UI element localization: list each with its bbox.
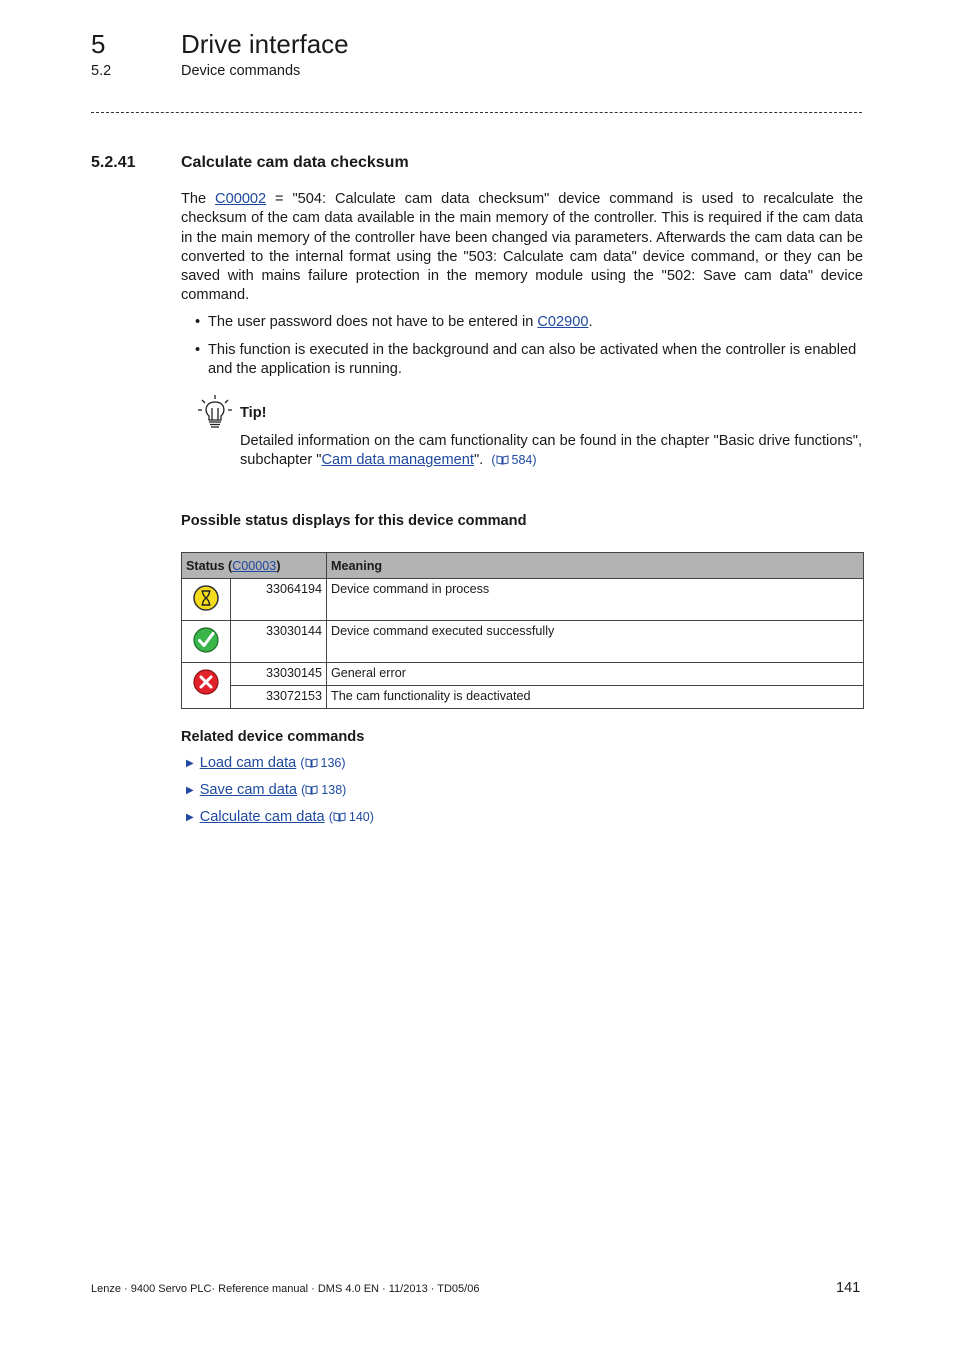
lightbulb-icon — [197, 394, 233, 430]
status-meaning: Device command executed successfully — [327, 621, 864, 663]
error-x-icon — [193, 669, 219, 695]
related-link[interactable]: Load cam data — [199, 755, 297, 771]
subsection-title: Calculate cam data checksum — [181, 154, 409, 171]
related-link[interactable]: Save cam data — [199, 782, 298, 798]
book-icon — [496, 455, 509, 465]
footer-text: Lenze · 9400 Servo PLC· Reference manual · DMS 4.0 EN · 11/2013 · TD05/06 — [91, 1283, 480, 1295]
link-c02900[interactable]: C02900 — [537, 314, 589, 330]
arrow-right-icon: ▶ — [186, 812, 194, 823]
bullet-text-end: . — [588, 314, 593, 330]
status-code: 33064194 — [231, 579, 327, 621]
column-header-status: Status (C00003) — [182, 553, 327, 579]
intro-text-pre: The — [181, 191, 216, 207]
table-row — [182, 686, 864, 709]
section-title: Device commands — [181, 63, 301, 79]
page-reference[interactable]: ( 140) — [328, 810, 374, 824]
page-reference[interactable]: ( 138) — [301, 783, 347, 797]
table-row — [182, 663, 864, 686]
status-code: 33030144 — [231, 621, 327, 663]
link-c00002[interactable]: C00002 — [215, 191, 267, 207]
bullet-dot: • — [195, 342, 201, 358]
link-cam-data-management[interactable]: Cam data management — [321, 452, 474, 469]
status-meaning: General error — [327, 663, 864, 686]
link-c00003[interactable]: C00003 — [232, 558, 277, 573]
related-item-calculate-cam-data[interactable] — [186, 809, 374, 825]
table-header-row — [182, 553, 864, 579]
status-code: 33030145 — [231, 663, 327, 686]
bullet-text: The user password does not have to be entered in — [208, 314, 538, 330]
book-icon — [333, 812, 346, 822]
tip-label: Tip! — [240, 405, 267, 421]
check-icon — [193, 627, 219, 653]
page-reference[interactable]: ( 136) — [300, 756, 346, 770]
status-meaning: The cam functionality is deactivated — [327, 686, 864, 709]
chapter-number: 5 — [91, 29, 106, 59]
related-item-load-cam-data[interactable] — [186, 755, 346, 771]
book-icon — [305, 785, 318, 795]
hourglass-icon — [193, 585, 219, 611]
tip-text — [240, 432, 862, 471]
status-table — [181, 552, 864, 709]
header-divider — [91, 112, 862, 113]
status-meaning: Device command in process — [327, 579, 864, 621]
status-table-heading: Possible status displays for this device command — [181, 513, 527, 529]
section-number: 5.2 — [91, 63, 112, 79]
tip-text-pre: Detailed information on the cam functionality can be found in the chapter "Basic drive functions", subchapter " — [240, 433, 862, 469]
column-header-meaning: Meaning — [327, 553, 864, 579]
tip-text-post: ". — [473, 452, 484, 469]
page-number: 141 — [836, 1280, 861, 1296]
subsection-number: 5.2.41 — [91, 154, 136, 171]
intro-paragraph — [181, 190, 863, 306]
status-code: 33072153 — [231, 686, 327, 709]
intro-text-post: = "504: Calculate cam data checksum" device command is used to recalculate the checksum of the cam data available in the main memory of the controller. This is required if the cam data in the main memory of the controller have been changed via parameters. Afterwards the cam data can be converted to the internal format using the "503: Calculate cam data" device command, or they can be saved with mains failure protection in the memory module using the "502: Save cam data" device command. — [181, 191, 864, 304]
arrow-right-icon: ▶ — [186, 785, 194, 796]
bullet-dot: • — [195, 314, 201, 330]
page-reference[interactable]: ( 584) — [491, 453, 537, 468]
arrow-right-icon: ▶ — [186, 758, 194, 769]
related-link[interactable]: Calculate cam data — [199, 809, 325, 825]
chapter-title: Drive interface — [181, 29, 349, 59]
table-row — [182, 621, 864, 663]
related-item-save-cam-data[interactable] — [186, 782, 346, 798]
table-row — [182, 579, 864, 621]
related-heading: Related device commands — [181, 729, 365, 745]
bullet-text: This function is executed in the background and can also be activated when the controller is enabled and the application is running. — [208, 342, 857, 378]
book-icon — [305, 758, 318, 768]
